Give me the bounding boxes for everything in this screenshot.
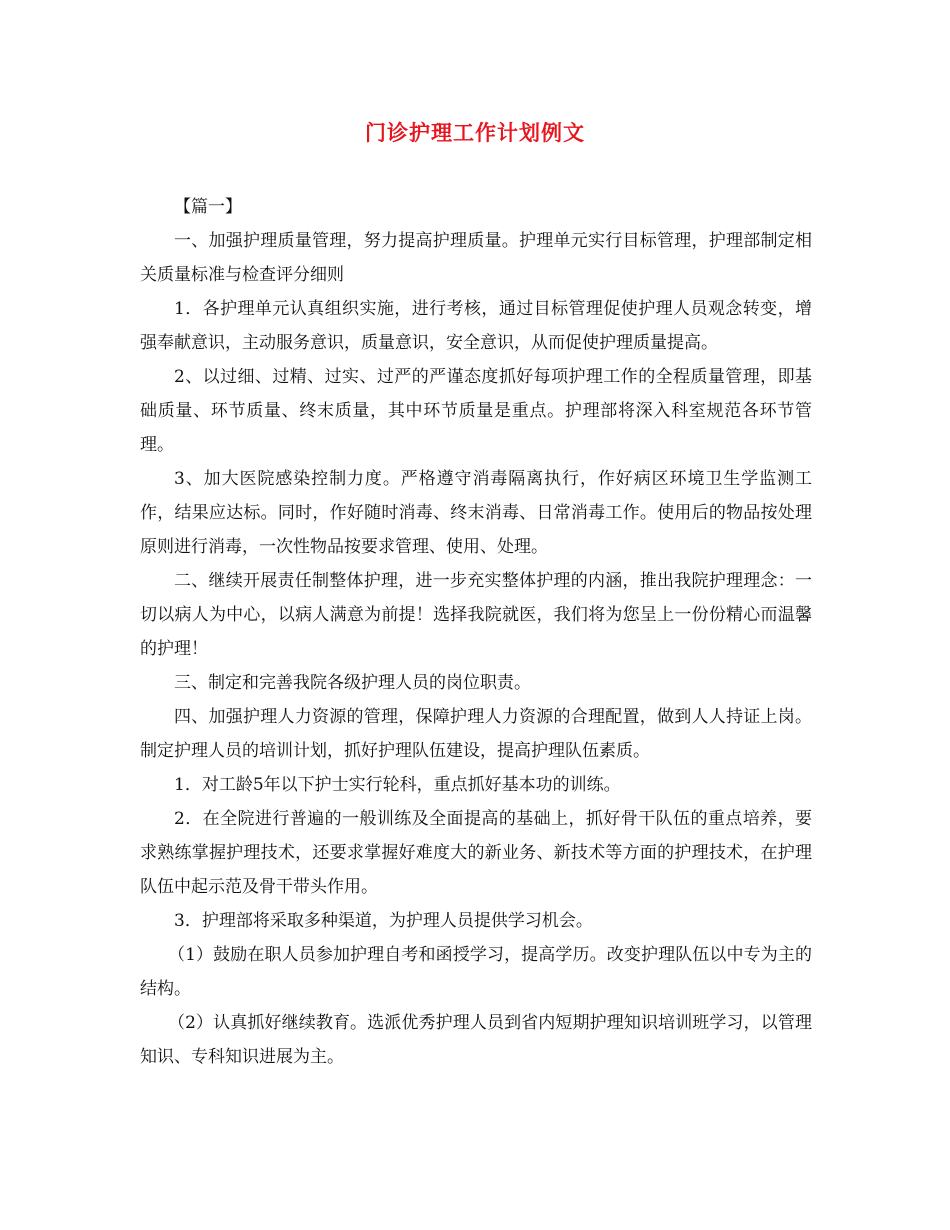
paragraph: 2．在全院进行普遍的一般训练及全面提高的基础上，抓好骨干队伍的重点培养，要求熟练掌握护理技术，还要求掌握好难度大的新业务、新技术等方面的护理技术，在护理队伍中起示范及骨干带头作用。 xyxy=(140,809,812,897)
document-body xyxy=(140,190,812,1074)
paragraph: 1．对工龄5年以下护士实行轮科，重点抓好基本功的训练。 xyxy=(174,775,621,795)
paragraph: （1）鼓励在职人员参加护理自考和函授学习，提高学历。改变护理队伍以中专为主的结构。 xyxy=(140,945,812,999)
section-heading: 【篇一】 xyxy=(174,197,242,217)
paragraph: （2）认真抓好继续教育。选派优秀护理人员到省内短期护理知识培训班学习，以管理知识、专科知识进展为主。 xyxy=(140,1013,812,1067)
paragraph: 二、继续开展责任制整体护理，进一步充实整体护理的内涵，推出我院护理理念：一切以病人为中心，以病人满意为前提！选择我院就医，我们将为您呈上一份份精心而温馨的护理！ xyxy=(140,571,812,659)
paragraph: 三、制定和完善我院各级护理人员的岗位职责。 xyxy=(174,673,531,693)
paragraph: 2、以过细、过精、过实、过严的严谨态度抓好每项护理工作的全程质量管理，即基础质量、环节质量、终末质量，其中环节质量是重点。护理部将深入科室规范各环节管理。 xyxy=(140,367,812,455)
paragraph: 四、加强护理人力资源的管理，保障护理人力资源的合理配置，做到人人持证上岗。制定护理人员的培训计划，抓好护理队伍建设，提高护理队伍素质。 xyxy=(140,707,812,761)
paragraph: 3．护理部将采取多种渠道，为护理人员提供学习机会。 xyxy=(174,911,593,931)
paragraph: 3、加大医院感染控制力度。严格遵守消毒隔离执行，作好病区环境卫生学监测工作，结果应达标。同时，作好随时消毒、终末消毒、日常消毒工作。使用后的物品按处理原则进行消毒，一次性物品按要求管理、使用、处理。 xyxy=(140,469,812,557)
paragraph: 一、加强护理质量管理，努力提高护理质量。护理单元实行目标管理，护理部制定相关质量标准与检查评分细则 xyxy=(140,231,812,285)
paragraph: 1．各护理单元认真组织实施，进行考核，通过目标管理促使护理人员观念转变，增强奉献意识，主动服务意识，质量意识，安全意识，从而促使护理质量提高。 xyxy=(140,299,812,353)
document-title: 门诊护理工作计划例文 xyxy=(365,120,585,145)
